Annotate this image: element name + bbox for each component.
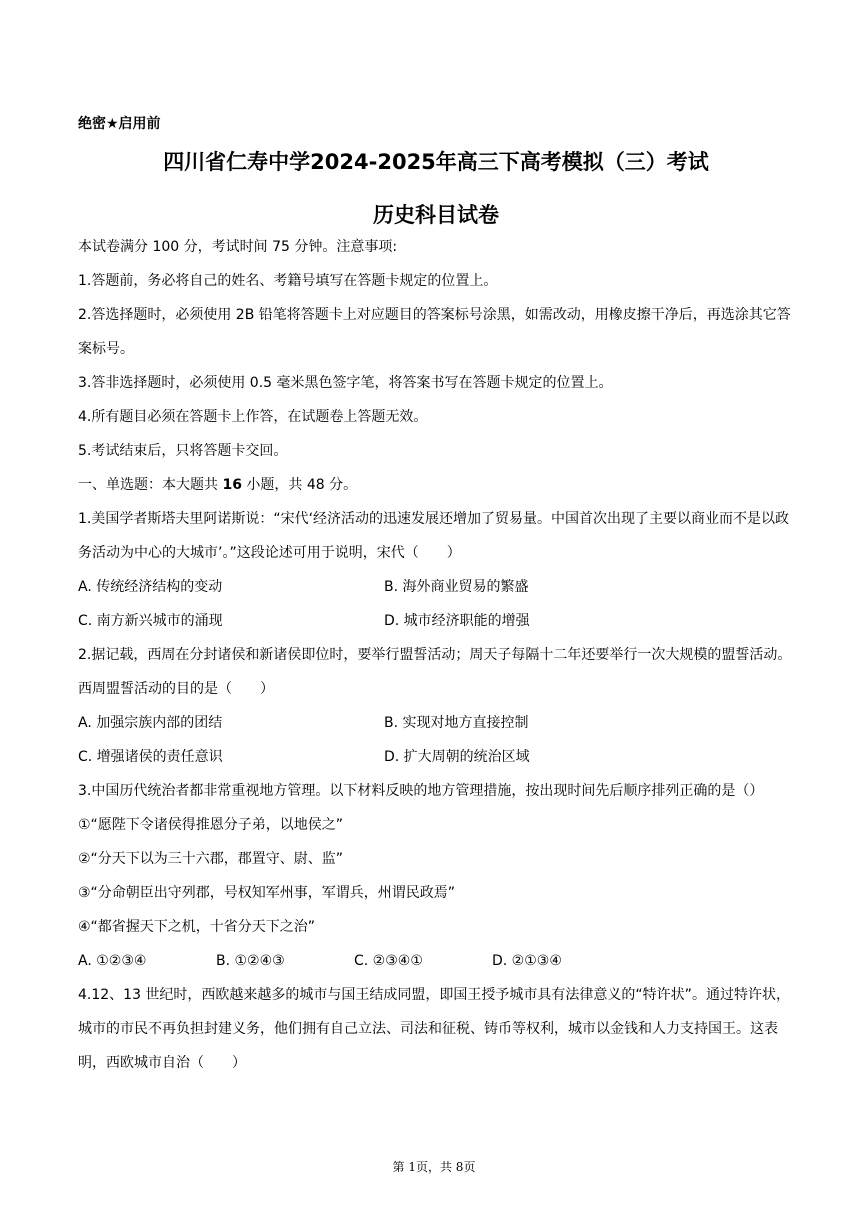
instruction-1: 1.答题前，务必将自己的姓名、考籍号填写在答题卡规定的位置上。 bbox=[78, 273, 498, 289]
question-3-material-1: ①“愿陛下令诸侯得推恩分子弟，以地侯之” bbox=[78, 817, 344, 833]
question-2-option-b: B. 实现对地方直接控制 bbox=[384, 715, 529, 731]
question-1-options-row-2 bbox=[78, 604, 794, 638]
question-2-option-d: D. 扩大周朝的统治区域 bbox=[384, 749, 530, 765]
instruction-3: 3.答非选择题时，必须使用 0.5 毫米黑色签字笔，将答案书写在答题卡规定的位置上。 bbox=[78, 375, 613, 391]
instruction-5: 5.考试结束后，只将答题卡交回。 bbox=[78, 443, 288, 459]
question-1-option-c: C. 南方新兴城市的涌现 bbox=[78, 613, 223, 629]
question-3-material-3: ③“分命朝臣出守列郡，号权知军州事，军谓兵，州谓民政焉” bbox=[78, 885, 456, 901]
page-footer: 第 1页，共 8页 bbox=[392, 1160, 476, 1174]
question-1-option-d: D. 城市经济职能的增强 bbox=[384, 613, 530, 629]
instruction-4: 4.所有题目必须在答题卡上作答，在试题卷上答题无效。 bbox=[78, 409, 428, 425]
instruction-2: 2.答选择题时，必须使用 2B 铅笔将答题卡上对应题目的答案标号涂黑，如需改动，用橡皮擦干净后，再选涂其它答案标号。 bbox=[78, 307, 791, 357]
question-4-stem: 4.12、13 世纪时，西欧越来越多的城市与国王结成同盟，即国王授予城市具有法律意义的“特许状”。通过特许状，城市的市民不再负担封建义务，他们拥有自己立法、司法和征税、铸币等权利，城市以金钱和人力支持国王。这表明，西欧城市自治（ ） bbox=[78, 987, 790, 1071]
exam-subtitle: 历史科目试卷 bbox=[373, 203, 499, 227]
question-3-option-a: A. ①②③④ bbox=[78, 953, 147, 969]
question-2-options-row-2 bbox=[78, 740, 794, 774]
question-2-stem: 2.据记载，西周在分封诸侯和新诸侯即位时，要举行盟誓活动；周天子每隔十二年还要举行一次大规模的盟誓活动。西周盟誓活动的目的是（ ） bbox=[78, 647, 792, 697]
section-heading bbox=[78, 468, 794, 502]
question-1-options-row-1 bbox=[78, 570, 794, 604]
question-3-material-2: ②“分天下以为三十六郡，郡置守、尉、监” bbox=[78, 851, 344, 867]
question-3-option-c: C. ②③④① bbox=[354, 953, 423, 969]
section-prefix: 一、单选题：本大题共 bbox=[78, 477, 223, 493]
question-1-option-b: B. 海外商业贸易的繁盛 bbox=[384, 579, 529, 595]
question-3-stem: 3.中国历代统治者都非常重视地方管理。以下材料反映的地方管理措施，按出现时间先后顺序排列正确的是（） bbox=[78, 783, 764, 799]
question-3-options-row bbox=[78, 944, 794, 978]
question-3-option-b: B. ①②④③ bbox=[216, 953, 285, 969]
section-count: 16 bbox=[222, 477, 242, 493]
question-1-stem: 1.美国学者斯塔夫里阿诺斯说：“宋代‘经济活动的迅速发展还增加了贸易量。中国首次出现了主要以商业而不是以政务活动为中心的大城市’。”这段论述可用于说明，宋代（ ） bbox=[78, 511, 790, 561]
question-2-option-c: C. 增强诸侯的责任意识 bbox=[78, 749, 223, 765]
exam-title: 四川省仁寿中学2024-2025年高三下高考模拟（三）考试 bbox=[163, 150, 709, 174]
question-3-material-4: ④“都省握天下之机，十省分天下之治” bbox=[78, 919, 316, 935]
page-content bbox=[78, 113, 794, 1080]
question-2-options-row-1 bbox=[78, 706, 794, 740]
question-1-option-a: A. 传统经济结构的变动 bbox=[78, 579, 223, 595]
question-2-option-a: A. 加强宗族内部的团结 bbox=[78, 715, 223, 731]
section-suffix: 小题，共 48 分。 bbox=[241, 477, 358, 493]
instructions-intro: 本试卷满分 100 分，考试时间 75 分钟。注意事项: bbox=[78, 239, 398, 255]
question-3-option-d: D. ②①③④ bbox=[492, 953, 562, 969]
confidential-label: 绝密★启用前 bbox=[78, 116, 161, 132]
